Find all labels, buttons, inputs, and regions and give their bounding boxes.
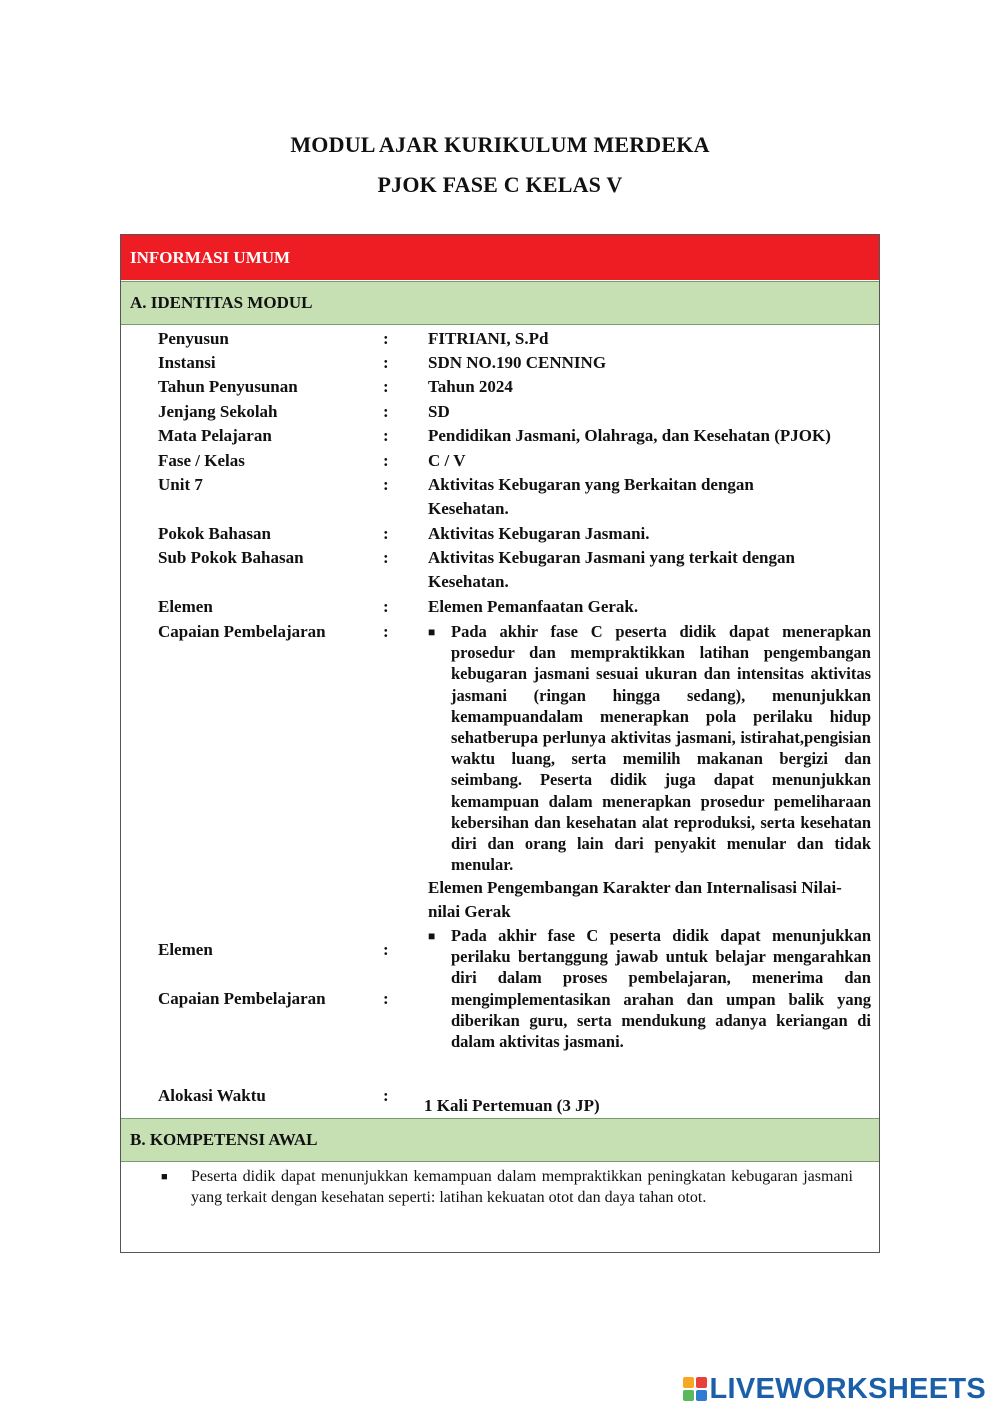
page-subtitle: PJOK FASE C KELAS V (377, 172, 623, 197)
colon: : (383, 377, 389, 396)
label-elemen2: Elemen (158, 940, 213, 959)
colon: : (383, 475, 389, 494)
bullet-icon: ■ (161, 1171, 168, 1183)
value-elemen2-line1: Elemen Pengembangan Karakter dan Internalisasi Nilai- (428, 878, 842, 897)
value-fase: C / V (428, 451, 466, 470)
value-subpokok-line1: Aktivitas Kebugaran Jasmani yang terkait dengan (428, 548, 795, 567)
label-pokok: Pokok Bahasan (158, 524, 271, 543)
colon: : (383, 940, 389, 959)
section-header-general-info: INFORMASI UMUM (121, 235, 879, 280)
logo-square (683, 1377, 694, 1388)
label-alokasi: Alokasi Waktu (158, 1086, 266, 1105)
value-elemen2-line2: nilai Gerak (428, 902, 511, 921)
colon: : (383, 622, 389, 641)
logo-square (696, 1390, 707, 1401)
module-table (120, 234, 880, 1253)
logo-square (696, 1377, 707, 1388)
value-mapel: Pendidikan Jasmani, Olahraga, dan Kesehatan (PJOK) (428, 426, 831, 445)
label-tahun: Tahun Penyusunan (158, 377, 298, 396)
logo-icon (683, 1377, 707, 1401)
capaian2-paragraph: Pada akhir fase C peserta didik dapat menunjukkan perilaku bertanggung jawab untuk belajar mengarahkan diri dalam proses pembelajaran, menerima dan mengimplementasikan arahan dan umpan balik yang diberikan guru, serta mendukung adanya keriangan di dalam aktivitas jasmani. (451, 926, 871, 1052)
bullet-icon: ■ (428, 929, 436, 943)
competence-paragraph: Peserta didik dapat menunjukkan kemampuan dalam mempraktikkan peningkatan kebugaran jasmani yang terkait dengan kesehatan seperti: latihan kekuatan otot dan daya tahan otot. (191, 1168, 853, 1206)
label-capaian: Capaian Pembelajaran (158, 622, 326, 641)
colon: : (383, 451, 389, 470)
value-unit-line2: Kesehatan. (428, 499, 509, 518)
liveworksheets-logo[interactable] (683, 1372, 987, 1406)
label-jenjang: Jenjang Sekolah (158, 402, 278, 421)
colon: : (383, 1086, 389, 1105)
label-penyusun: Penyusun (158, 329, 229, 348)
value-subpokok-line2: Kesehatan. (428, 572, 509, 591)
value-tahun: Tahun 2024 (428, 377, 513, 396)
colon: : (383, 524, 389, 543)
value-unit-line1: Aktivitas Kebugaran yang Berkaitan dengan (428, 475, 754, 494)
logo-text: LIVEWORKSHEETS (709, 1372, 986, 1405)
colon: : (383, 597, 389, 616)
page-title: MODUL AJAR KURIKULUM MERDEKA (290, 132, 710, 157)
value-elemen: Elemen Pemanfaatan Gerak. (428, 597, 639, 616)
label-unit: Unit 7 (158, 475, 203, 494)
section-header-identity: A. IDENTITAS MODUL (121, 281, 879, 325)
label-capaian2: Capaian Pembelajaran (158, 989, 326, 1008)
label-subpokok: Sub Pokok Bahasan (158, 548, 304, 567)
colon: : (383, 426, 389, 445)
bullet-icon: ■ (428, 625, 436, 639)
label-fase: Fase / Kelas (158, 451, 245, 470)
value-jenjang: SD (428, 402, 450, 421)
label-instansi: Instansi (158, 353, 216, 372)
label-elemen: Elemen (158, 597, 213, 616)
label-mapel: Mata Pelajaran (158, 426, 272, 445)
value-pokok: Aktivitas Kebugaran Jasmani. (428, 524, 650, 543)
colon: : (383, 548, 389, 567)
value-instansi: SDN NO.190 CENNING (428, 353, 607, 372)
value-penyusun: FITRIANI, S.Pd (428, 329, 549, 348)
section-header-competence: B. KOMPETENSI AWAL (121, 1118, 879, 1162)
colon: : (383, 353, 389, 372)
colon: : (383, 402, 389, 421)
capaian-paragraph: Pada akhir fase C peserta didik dapat menerapkan prosedur dan mempraktikkan latihan pengembangan kebugaran jasmani sesuai ukuran dan intensitas aktivitas jasmani (ringan hingga sedang), menunjukkan kemampuandalam menerapkan pola perilaku hidup sehatberupa perlunya aktivitas jasmani, istirahat,pengisian waktu luang, serta memilih makanan bergizi dan seimbang. Peserta didik juga dapat menunjukkan kemampuan dalam menerapkan prosedur pemeliharaan kebersihan dan kesehatan alat reproduksi, serta kesehatan diri dan orang lain dari penyakit menular dan tidak menular. (451, 622, 871, 875)
colon: : (383, 989, 389, 1008)
value-alokasi: 1 Kali Pertemuan (3 JP) (424, 1096, 600, 1115)
colon: : (383, 329, 389, 348)
logo-square (683, 1390, 694, 1401)
